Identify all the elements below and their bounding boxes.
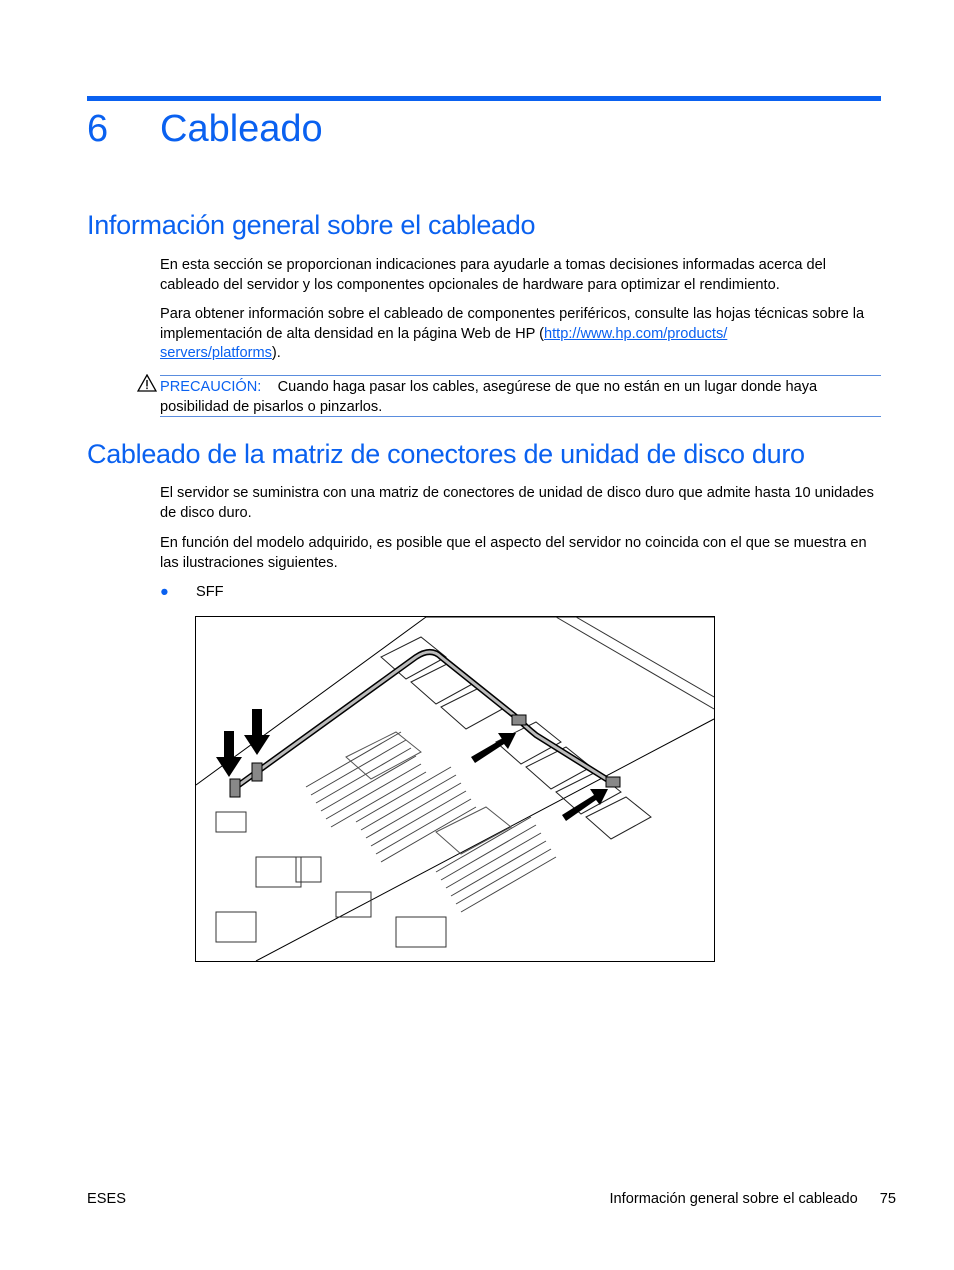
paragraph-peripherals-end: ). <box>271 345 281 361</box>
footer-section-title: Información general sobre el cableado <box>609 1191 858 1207</box>
paragraph-backplane: El servidor se suministra con una matriz de conectores de unidad de disco duro que admite hasta 10 unidades de disco duro. <box>160 485 874 521</box>
page-number: 75 <box>879 1191 896 1207</box>
caution-box <box>160 375 881 417</box>
chapter-rule <box>87 96 881 101</box>
caution-text: Cuando haga pasar los cables, asegúrese de que no están en un lugar donde haya posibilidad de pisarlos o pinzarlos. <box>160 379 818 415</box>
caution-label: PRECAUCIÓN: <box>160 379 262 395</box>
chapter-title: Cableado <box>160 108 323 150</box>
server-diagram <box>196 617 714 961</box>
chapter-heading <box>87 106 323 152</box>
paragraph-peripherals <box>160 305 880 364</box>
list-item <box>160 583 224 603</box>
hp-platforms-link[interactable]: http://www.hp.com/products/ servers/platforms <box>160 325 728 361</box>
server-cabling-illustration <box>195 616 715 962</box>
paragraph-peripherals-text: Para obtener información sobre el cableado de componentes periféricos, consulte las hojas técnicas sobre la implementación de alta densidad en la página Web de HP ( <box>160 306 865 342</box>
section-title-drive-backplane: Cableado de la matriz de conectores de unidad de disco duro <box>87 439 805 469</box>
footer-locale: ESES <box>87 1191 126 1207</box>
bullet-label: SFF <box>196 584 224 600</box>
paragraph-appearance: En función del modelo adquirido, es posible que el aspecto del servidor no coincida con el que se muestra en las ilustraciones siguientes. <box>160 535 867 571</box>
section-title-cabling-overview: Información general sobre el cableado <box>87 210 536 240</box>
paragraph-intro: En esta sección se proporcionan indicaciones para ayudarle a tomas decisiones informadas acerca del cableado del servidor y los componentes opcionales de hardware para optimizar el rendimiento. <box>160 257 827 293</box>
bullet-icon: ● <box>160 584 169 600</box>
chapter-number: 6 <box>87 108 109 150</box>
caution-icon <box>137 374 157 392</box>
footer-section <box>610 1191 897 1207</box>
